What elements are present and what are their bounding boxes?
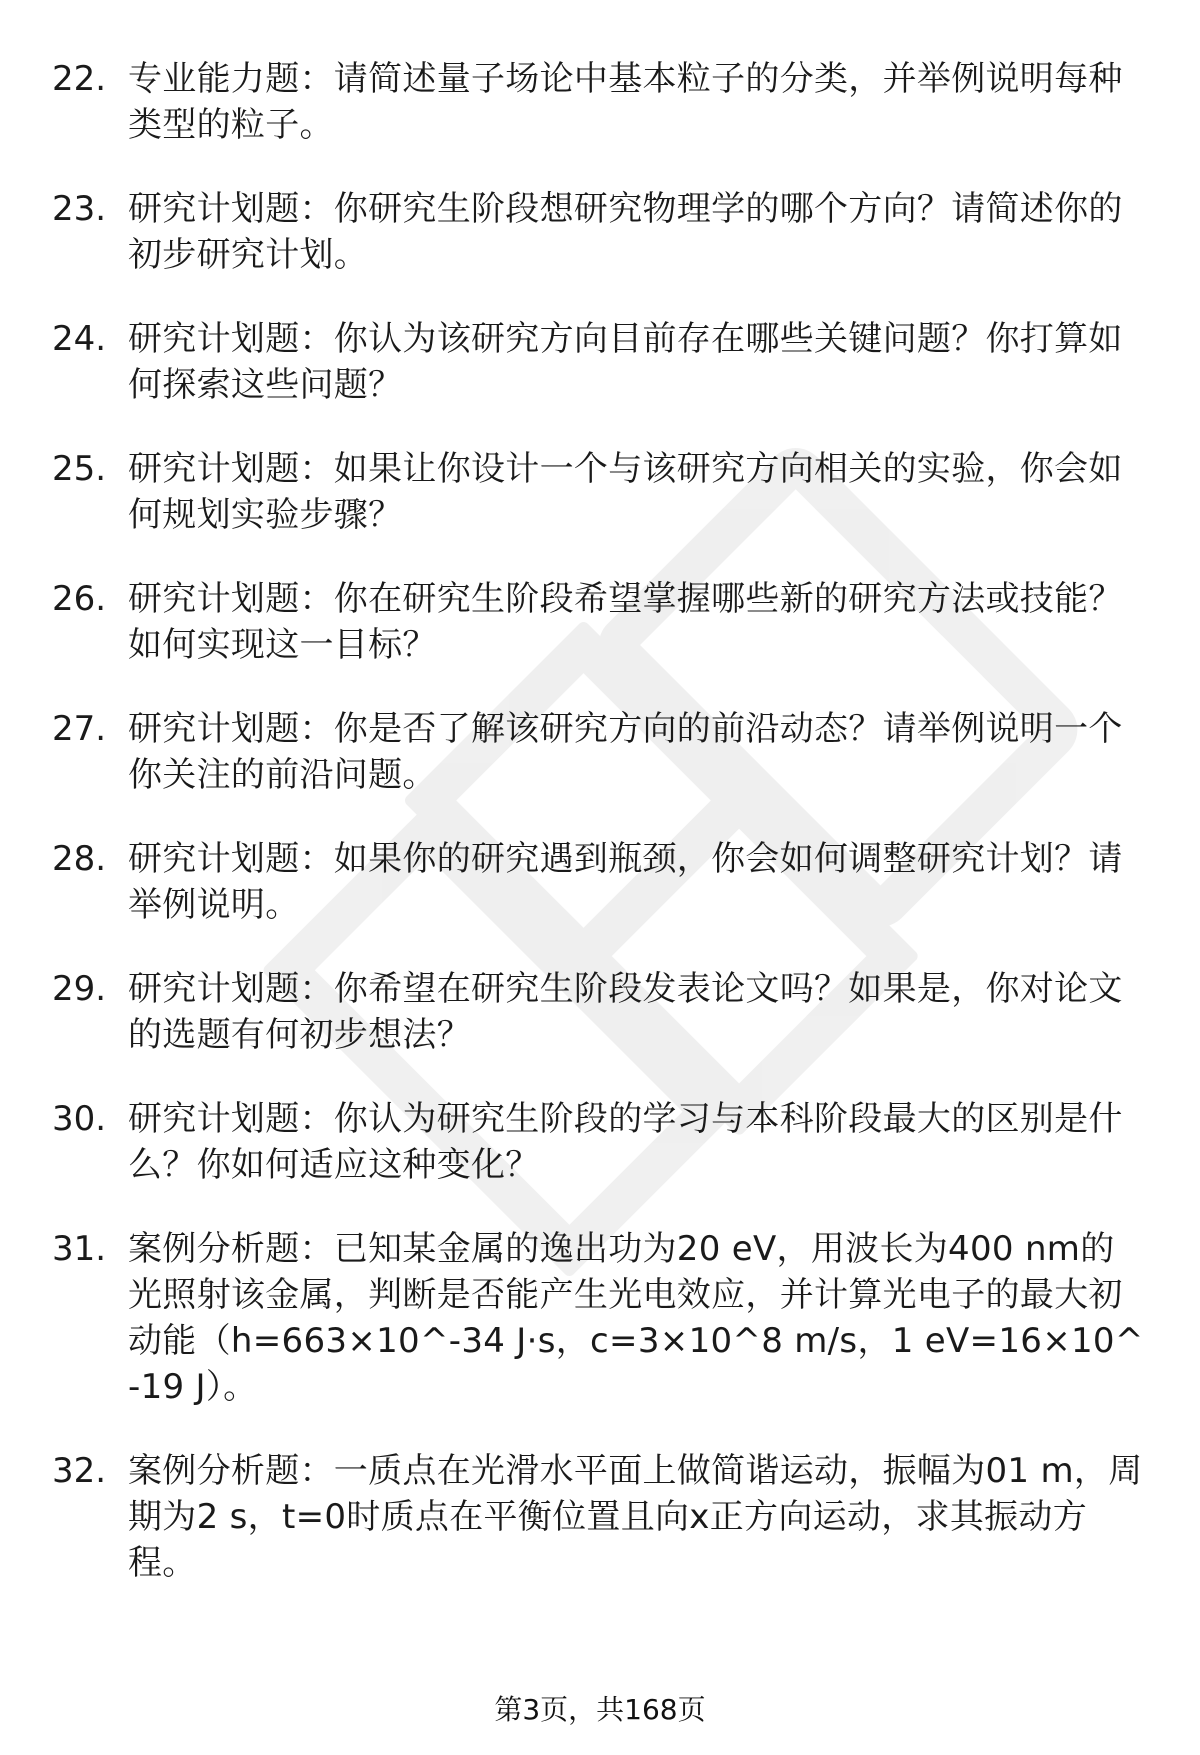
question-number: 25.: [52, 449, 107, 489]
question-number: 31.: [52, 1229, 107, 1269]
question-item: [0, 316, 1200, 408]
question-item: [0, 186, 1200, 278]
question-item: [0, 706, 1200, 798]
question-text: 专业能力题：请简述量子场论中基本粒子的分类，并举例说明每种类型的粒子。: [128, 59, 1123, 145]
question-text: 研究计划题：如果让你设计一个与该研究方向相关的实验，你会如何规划实验步骤？: [128, 449, 1123, 535]
question-text: 研究计划题：你在研究生阶段希望掌握哪些新的研究方法或技能？如何实现这一目标？: [128, 579, 1123, 665]
question-number: 30.: [52, 1099, 107, 1139]
question-text: 案例分析题：一质点在光滑水平面上做简谐运动，振幅为01 m，周期为2 s，t=0时质点在平衡位置且向x正方向运动，求其振动方程。: [128, 1451, 1143, 1583]
question-text: 研究计划题：你希望在研究生阶段发表论文吗？如果是，你对论文的选题有何初步想法？: [128, 969, 1123, 1055]
question-number: 28.: [52, 839, 107, 879]
question-item: [0, 966, 1200, 1058]
question-number: 24.: [52, 319, 107, 359]
question-text: 研究计划题：你认为该研究方向目前存在哪些关键问题？你打算如何探索这些问题？: [128, 319, 1123, 405]
question-number: 29.: [52, 969, 107, 1009]
question-text: 研究计划题：你是否了解该研究方向的前沿动态？请举例说明一个你关注的前沿问题。: [128, 709, 1123, 795]
question-item: [0, 1096, 1200, 1188]
question-number: 26.: [52, 579, 107, 619]
question-text: 案例分析题：已知某金属的逸出功为20 eV，用波长为400 nm的光照射该金属，判断是否能产生光电效应，并计算光电子的最大初动能（h=663×10^-34 J·s，c=3×10^8 m/s，1 eV=16×10^-19 J）。: [128, 1229, 1144, 1407]
question-list: [0, 56, 1200, 1624]
question-number: 32.: [52, 1451, 107, 1491]
page-footer: 第3页，共168页: [494, 1693, 706, 1726]
question-number: 27.: [52, 709, 107, 749]
question-text: 研究计划题：你研究生阶段想研究物理学的哪个方向？请简述你的初步研究计划。: [128, 189, 1123, 275]
question-item: [0, 446, 1200, 538]
question-item: [0, 836, 1200, 928]
question-text: 研究计划题：你认为研究生阶段的学习与本科阶段最大的区别是什么？你如何适应这种变化？: [128, 1099, 1123, 1185]
question-item: [0, 1448, 1200, 1586]
question-number: 22.: [52, 59, 107, 99]
question-item: [0, 576, 1200, 668]
question-number: 23.: [52, 189, 107, 229]
question-text: 研究计划题：如果你的研究遇到瓶颈，你会如何调整研究计划？请举例说明。: [128, 839, 1123, 925]
question-item: [0, 1226, 1200, 1410]
question-item: [0, 56, 1200, 148]
